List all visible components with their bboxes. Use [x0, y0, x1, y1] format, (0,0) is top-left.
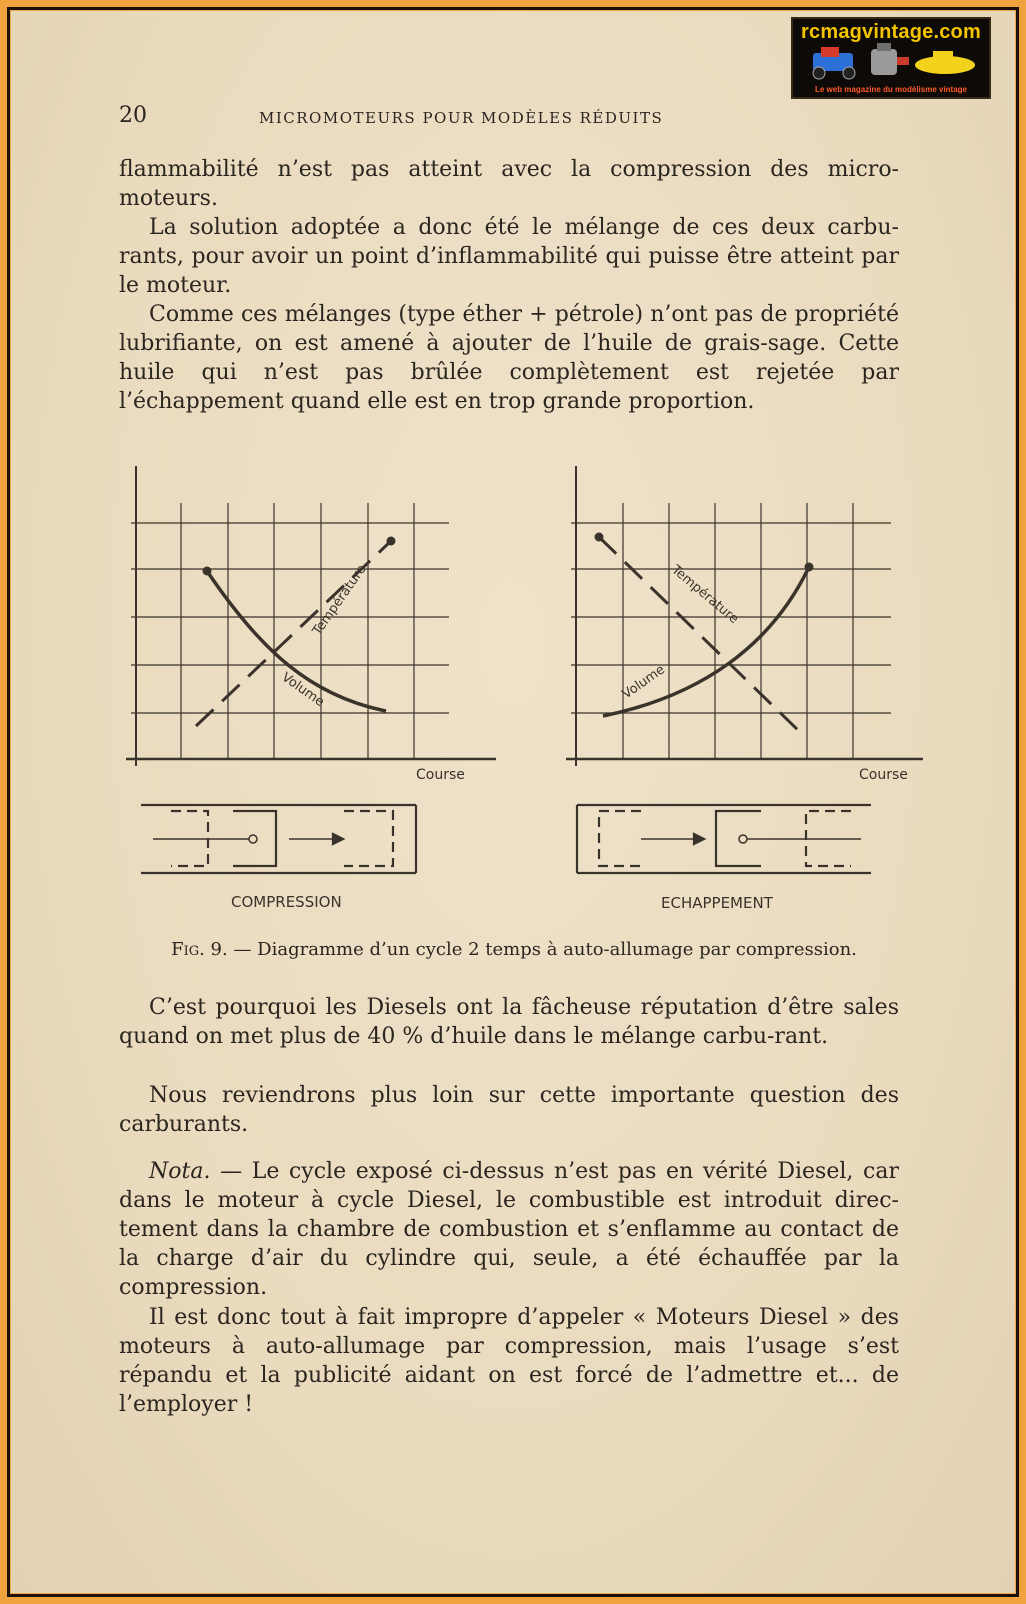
paragraph-3: Comme ces mélanges (type éther + pétrole) n’ont pas de propriété lubrifiante, on est amené à ajouter de l’huile de grais-sage. Cette huile qui n’est pas brûlée complètement est rejetée par l’échappement quand elle est en trop grande proportion.	[119, 302, 899, 414]
nota-text: — Le cycle exposé ci-dessus n’est pas en vérité Diesel, car dans le moteur à cycle Diesel, le combustible est introduit direc-tement dans la chambre de combustion et s’enflamme au contact de la charge d’air du cylindre qui, seule, a été échauffée par la compression.	[119, 1159, 899, 1300]
left-chart	[126, 466, 496, 766]
right-chart	[566, 466, 923, 766]
echappement-label: ECHAPPEMENT	[661, 894, 773, 912]
figure-diagrams	[111, 461, 931, 921]
caption-prefix: Fig. 9.	[171, 939, 228, 960]
nota-paragraph	[119, 1157, 899, 1302]
paragraph-2: La solution adoptée a donc été le mélange de ces deux carbu-rants, pour avoir un point d’inflammabilité qui puisse être atteint par le moteur.	[119, 215, 899, 298]
compression-cylinder	[141, 805, 416, 873]
running-title: MICROMOTEURS POUR MODÈLES RÉDUITS	[259, 109, 664, 127]
logo-tagline: Le web magazine du modélisme vintage	[814, 85, 968, 94]
left-volume-label: Volume	[278, 669, 327, 711]
page-header	[119, 103, 919, 133]
figure-9	[111, 461, 931, 921]
caption-text: — Diagramme d’un cycle 2 temps à auto-allumage par compression.	[227, 939, 857, 960]
left-temperature-label: Température	[309, 562, 370, 639]
page-paper	[11, 11, 1015, 1593]
nota-label: Nota.	[149, 1159, 211, 1184]
final-paragraph: Il est donc tout à fait impropre d’appeler « Moteurs Diesel » des moteurs à auto-allumage par compression, mais l’usage s’est répandu et la publicité aidant on est forcé de l’admettre et... de l’employer !	[119, 1305, 899, 1417]
site-logo[interactable]	[791, 17, 991, 99]
echappement-cylinder	[577, 805, 871, 873]
left-axis-label: Course	[416, 767, 465, 783]
page-number: 20	[119, 103, 147, 128]
paragraph-5: Nous reviendrons plus loin sur cette importante question des carburants.	[119, 1083, 899, 1137]
book-page	[11, 11, 1015, 1593]
logo-title: rcmagvintage.com	[801, 21, 981, 43]
right-temperature-label: Température	[668, 562, 742, 628]
compression-label: COMPRESSION	[231, 893, 342, 911]
paragraph-4: C’est pourquoi les Diesels ont la fâcheuse réputation d’être sales quand on met plus de 40 % d’huile dans le mélange carbu-rant.	[119, 995, 899, 1049]
right-volume-label: Volume	[619, 662, 668, 703]
paragraph-1: flammabilité n’est pas atteint avec la compression des micro-moteurs.	[119, 157, 899, 211]
right-axis-label: Course	[859, 767, 908, 783]
figure-caption	[119, 939, 909, 960]
